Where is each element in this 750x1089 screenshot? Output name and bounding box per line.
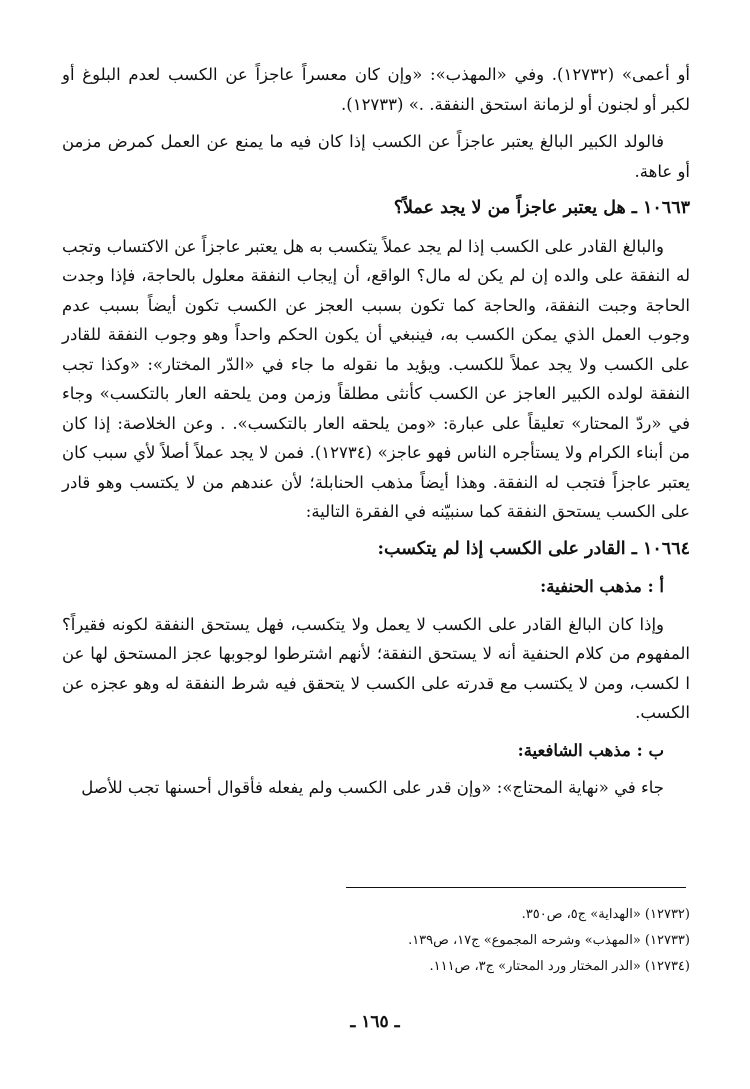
page-number: ـ ١٦٥ ـ: [350, 1012, 400, 1032]
section-heading-10663: ١٠٦٦٣ ـ هل يعتبر عاجزاً من لا يجد عملاً؟: [393, 198, 690, 218]
paragraph-5: جاء في «نهاية المحتاج»: «وإن قدر على الكسب ولم يفعله فأقوال أحسنها تجب للأصل: [81, 778, 664, 797]
footnote-divider: [346, 887, 686, 888]
footnote-12733: (١٢٧٣٣) «المهذب» وشرحه المجموع» ج١٧، ص١٣٩.: [408, 933, 690, 948]
paragraph-3: والبالغ القادر على الكسب إذا لم يجد عملاً يتكسب به هل يعتبر عاجزاً عن الاكتساب وتجب له النفقة على والده إن لم يكن له مال؟ الواقع، أن إيجاب النفقة معلول بالحاجة، فإذا وجدت الحاجة وجبت النفقة، والحاجة كما تكون بسبب العجز عن الكسب تكون أيضاً بسبب عدم وجوب العمل الذي يمكن الكسب به، فينبغي أن يكون الحكم واحداً وهو وجوب النفقة للقادر على الكسب ولا يجد عملاً للكسب. ويؤيد ما نقوله ما جاء في «الدّر المختار»: «وكذا تجب النفقة لولده الكبير العاجز عن الكسب كأنثى مطلقاً وزمن ومن يلحقه العار بالتكسب» وجاء في «ردّ المحتار» تعليقاً على عبارة: «ومن يلحقه العار بالتكسب». . وعن الخلاصة: إذا كان من أبناء الكرام ولا يستأجره الناس فهو عاجز» (١٢٧٣٤). فمن لا يجد عملاً أصلاً لأي سبب كان يعتبر عاجزاً فتجب له النفقة. وهذا أيضاً مذهب الحنابلة؛ لأن عندهم من لا يكتسب وهو قادر على الكسب يستحق النفقة كما سنبيّنه في الفقرة التالية:: [62, 236, 690, 521]
subheading-hanafi: أ : مذهب الحنفية:: [540, 577, 664, 596]
section-heading-10664: ١٠٦٦٤ ـ القادر على الكسب إذا لم يتكسب:: [377, 538, 690, 559]
paragraph-4: وإذا كان البالغ القادر على الكسب لا يعمل ولا يتكسب، فهل يستحق النفقة لكونه فقيراً؟ المفهوم من كلام الحنفية أنه لا يستحق النفقة؛ لأنهم اشترطوا لوجوبها عجز المستحق لها عن ا لكسب، ومن لا يكتسب مع قدرته على الكسب لا يتحقق فيه شرط النفقة له وهو عجزه عن الكسب.: [62, 614, 690, 722]
main-text: [62, 60, 690, 811]
footnote-12734: (١٢٧٣٤) «الدر المختار ورد المحتار» ج٣، ص١١١.: [429, 959, 690, 974]
footnote-12732: (١٢٧٣٢) «الهداية» ج٥، ص٣٥٠.: [521, 907, 690, 922]
paragraph-2: فالولد الكبير البالغ يعتبر عاجزاً عن الكسب إذا كان فيه ما يمنع عن العمل كمرض مزمن أو عاهة.: [62, 132, 690, 181]
footnotes: [62, 902, 690, 980]
subheading-shafii: ب : مذهب الشافعية:: [517, 740, 664, 760]
paragraph-1: أو أعمى» (١٢٧٣٢). وفي «المهذب»: «وإن كان معسراً عاجزاً عن الكسب لعدم البلوغ أو لكبر أو لجنون أو لزمانة استحق النفقة. .» (١٢٧٣٣).: [62, 65, 690, 114]
